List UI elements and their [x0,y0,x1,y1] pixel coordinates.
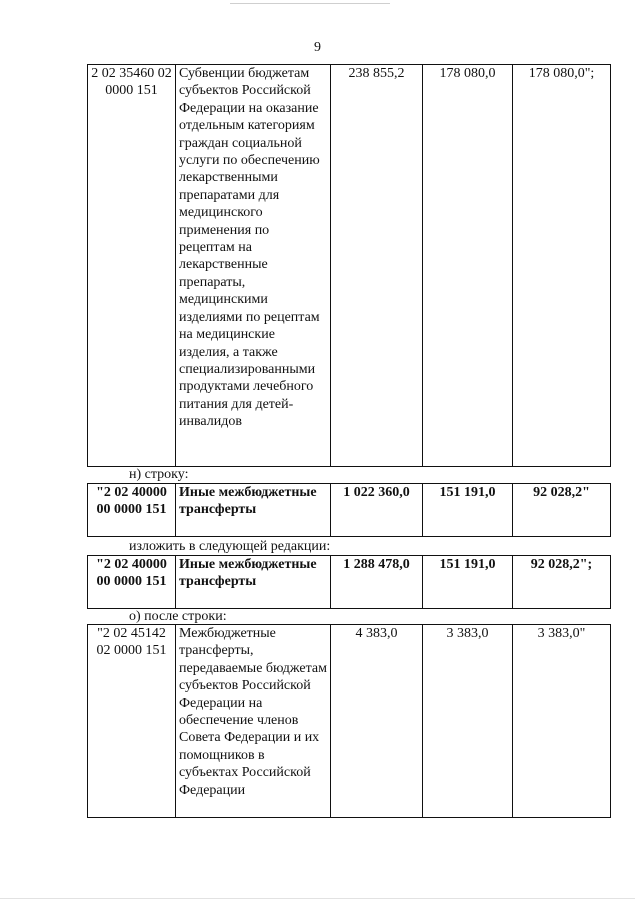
description-cell: Межбюджетные трансферты, передаваемые бюджетам субъектов Российской Федерации на обеспечение членов Совета Федерации и их помощников в субъектах Российской Федерации [176,625,331,818]
amount-cell-1: 238 855,2 [331,65,423,467]
scan-edge-mark [230,3,390,4]
amount-cell-1: 4 383,0 [331,625,423,818]
amount-cell-2: 178 080,0 [423,65,513,467]
amount-cell-3: 178 080,0"; [513,65,611,467]
instruction-o: о) после строки: [129,609,227,624]
amount-cell-1: 1 022 360,0 [331,484,423,537]
budget-table-subvention [87,64,611,467]
amount-cell-1: 1 288 478,0 [331,556,423,609]
amount-cell-2: 3 383,0 [423,625,513,818]
instruction-replace: изложить в следующей редакции: [129,539,331,554]
instruction-n: н) строку: [129,467,189,482]
budget-code-cell: 2 02 35460 02 0000 151 [88,65,176,467]
scan-edge-mark [0,898,635,899]
budget-code-cell: "2 02 40000 00 0000 151 [88,556,176,609]
table-row [88,556,611,609]
table-row [88,484,611,537]
description-cell: Субвенции бюджетам субъектов Российской Федерации на оказание отдельным категориям граждан социальной услуги по обеспечению лекарственными препаратами для медицинского применения по рецептам на лекарственные препараты, медицинскими изделиями по рецептам на медицинские изделия, а также специализированными продуктами лечебного питания для детей-инвалидов [176,65,331,467]
page-number: 9 [314,40,321,55]
amount-cell-3: 3 383,0" [513,625,611,818]
amount-cell-2: 151 191,0 [423,556,513,609]
table-row [88,625,611,818]
budget-table-insert-after [87,624,611,818]
amount-cell-2: 151 191,0 [423,484,513,537]
description-cell: Иные межбюджетные трансферты [176,556,331,609]
budget-table-old-row [87,483,611,537]
description-cell: Иные межбюджетные трансферты [176,484,331,537]
amount-cell-3: 92 028,2"; [513,556,611,609]
table-row [88,65,611,467]
amount-cell-3: 92 028,2" [513,484,611,537]
budget-table-new-row [87,555,611,609]
budget-code-cell: "2 02 45142 02 0000 151 [88,625,176,818]
budget-code-cell: "2 02 40000 00 0000 151 [88,484,176,537]
